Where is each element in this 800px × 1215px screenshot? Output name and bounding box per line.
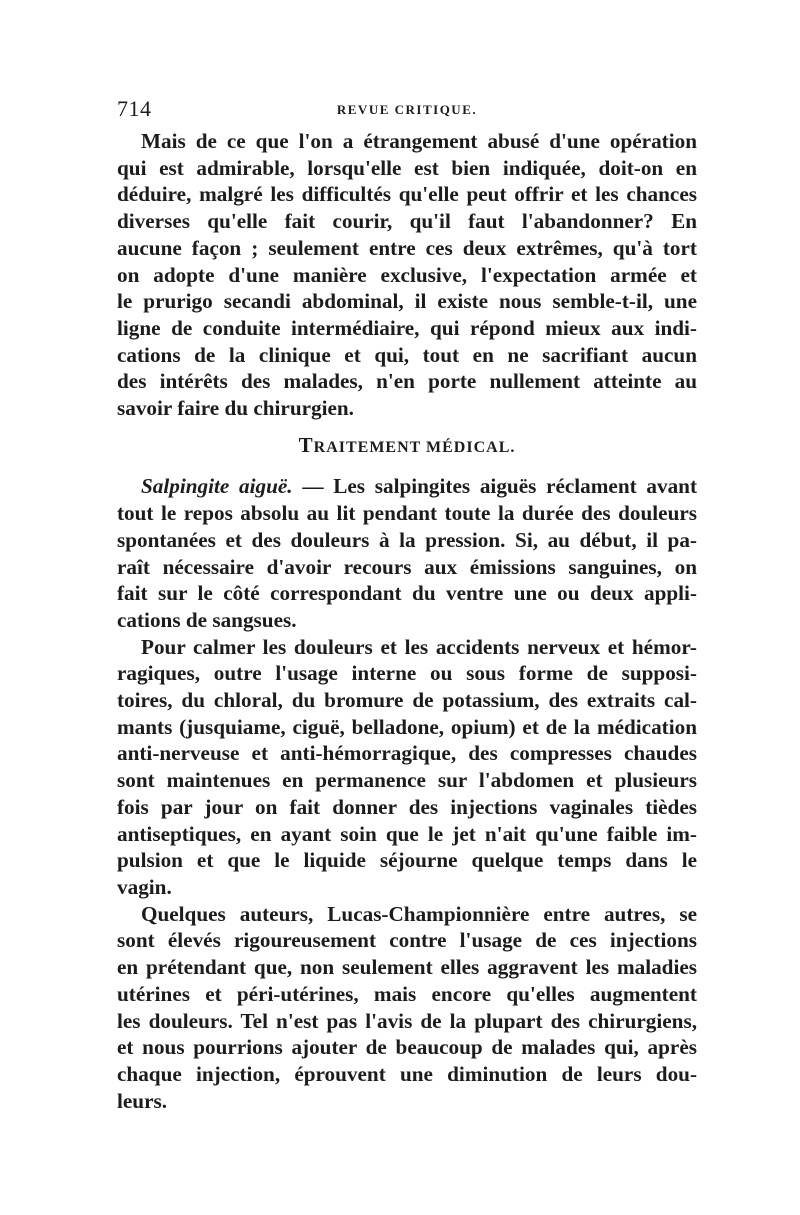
text-line: tout le repos absolu au lit pendant toute la durée des douleurs	[117, 501, 697, 526]
text-line: déduire, malgré les difficultés qu'elle peut offrir et les chances	[117, 182, 697, 207]
paragraph-3	[117, 634, 697, 901]
text-line: raît nécessaire d'avoir recours aux émissions sanguines, on	[117, 554, 697, 579]
paragraph-2	[117, 473, 697, 633]
text-fragment: — Les salpingites aiguës réclament avant	[292, 474, 698, 499]
text-line: anti-nerveuse et anti-hémorragique, des compresses chaudes	[117, 741, 697, 766]
text-line: Pour calmer les douleurs et les accidents nerveux et hémor-	[141, 634, 697, 659]
text-line: fait sur le côté correspondant du ventre une ou deux appli-	[117, 581, 697, 606]
text-line: les douleurs. Tel n'est pas l'avis de la plupart des chirurgiens,	[117, 1008, 697, 1033]
text-line: mants (jusquiame, ciguë, belladone, opium) et de la médication	[117, 714, 697, 739]
page-header	[117, 96, 697, 126]
text-line: en prétendant que, non seulement elles aggravent les maladies	[117, 955, 697, 980]
text-line: cations de la clinique et qui, tout en ne sacrifiant aucun	[117, 342, 697, 367]
running-head: REVUE CRITIQUE.	[336, 102, 478, 117]
section-heading-rest: RAITEMENT MÉDICAL.	[313, 438, 516, 456]
text-line: toires, du chloral, du bromure de potassium, des extraits cal-	[117, 688, 697, 713]
text-line: antiseptiques, en ayant soin que le jet n'ait qu'une faible im-	[117, 821, 697, 846]
subheading-italic: Salpingite aiguë.	[141, 474, 293, 499]
text-line: le prurigo secandi abdominal, il existe nous semble-t-il, une	[117, 289, 697, 314]
text-line: ligne de conduite intermédiaire, qui répond mieux aux indi-	[117, 315, 697, 340]
text-line: Quelques auteurs, Lucas-Championnière entre autres, se	[141, 901, 697, 926]
paragraph-4	[117, 901, 697, 1115]
section-heading	[117, 432, 697, 462]
text-line: ragiques, outre l'usage interne ou sous forme de supposi-	[117, 661, 697, 686]
text-line: fois par jour on fait donner des injections vaginales tièdes	[117, 794, 697, 819]
paragraph-1	[117, 128, 697, 422]
text-line	[117, 473, 697, 500]
text-line: pulsion et que le liquide séjourne quelque temps dans le	[117, 848, 697, 873]
text-line: cations de sangsues.	[117, 607, 297, 632]
body-text	[117, 128, 697, 1114]
text-line: vagin.	[117, 874, 172, 899]
section-heading-initial: T	[298, 432, 314, 457]
text-line: sont maintenues en permanence sur l'abdomen et plusieurs	[117, 768, 697, 793]
text-line: sont élevés rigoureusement contre l'usage de ces injections	[117, 928, 697, 953]
text-line: des intérêts des malades, n'en porte nullement atteinte au	[117, 369, 697, 394]
text-line: spontanées et des douleurs à la pression. Si, au début, il pa-	[117, 527, 697, 552]
text-line: qui est admirable, lorsqu'elle est bien indiquée, doit-on en	[117, 155, 697, 180]
text-line: aucune façon ; seulement entre ces deux extrêmes, qu'à tort	[117, 235, 697, 260]
text-line: Mais de ce que l'on a étrangement abusé d'une opération	[141, 129, 697, 153]
page-number: 714	[117, 96, 152, 121]
text-line: et nous pourrions ajouter de beaucoup de malades qui, après	[117, 1035, 697, 1060]
text-line: savoir faire du chirurgien.	[117, 396, 354, 421]
text-line: chaque injection, éprouvent une diminution de leurs dou-	[117, 1061, 697, 1086]
text-line: leurs.	[117, 1088, 168, 1113]
text-line: on adopte d'une manière exclusive, l'expectation armée et	[117, 262, 697, 287]
text-line: diverses qu'elle fait courir, qu'il faut l'abandonner? En	[117, 209, 697, 234]
text-line: utérines et péri-utérines, mais encore qu'elles augmentent	[117, 981, 697, 1006]
